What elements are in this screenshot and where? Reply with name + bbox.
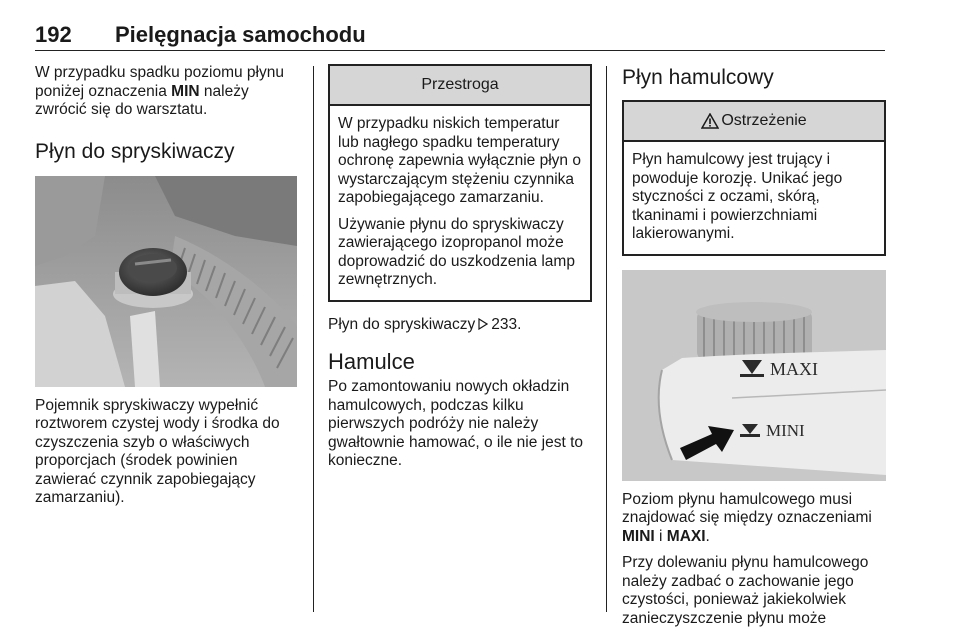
column-divider-1 — [313, 66, 314, 612]
column-divider-2 — [606, 66, 607, 612]
caution-paragraph-2: Używanie płynu do spryskiwaczy zawierającego izopropanol może doprowadzić do uszkodzenia lamp zewnętrznych. — [338, 215, 575, 288]
column-3 — [622, 64, 886, 636]
brakes-heading: Hamulce — [328, 349, 415, 374]
column-2 — [328, 64, 592, 479]
page-number: 192 — [35, 22, 72, 47]
caution-paragraph-1: W przypadku niskich temperatur lub nagłego spadku temperatury ochronę zapewnia wyłącznie płyn o wystarczającym stężeniu czynnika zapobiegającego zamarzaniu. — [338, 115, 581, 206]
brake-fluid-level-paragraph: Poziom płynu hamulcowego musi znajdować się między oznaczeniami MINI i MAXI. — [622, 490, 872, 545]
warning-title: Ostrzeżenie — [721, 112, 807, 129]
header-rule — [35, 50, 885, 51]
washer-fluid-body: Pojemnik spryskiwaczy wypełnić roztworem czystej wody i środka do czyszczenia szyb o właściwych proporcjach (środek powinien zawierać czynnik zapobiegający zamarzaniu). — [35, 396, 280, 506]
warning-body: Płyn hamulcowy jest trujący i powoduje korozję. Unikać jego styczności z oczami, skórą, tkaninami i powierzchniami lakierowanymi. — [632, 151, 843, 242]
caution-box — [328, 64, 592, 302]
page-reference-icon — [478, 318, 488, 330]
brake-fluid-heading: Płyn hamulcowy — [622, 66, 774, 89]
washer-reservoir-photo — [35, 176, 297, 387]
washer-fluid-heading: Płyn do spryskiwaczy — [35, 139, 235, 163]
column-1 — [35, 64, 297, 516]
maxi-mark-label: MAXI — [770, 358, 818, 379]
brakes-body: Po zamontowaniu nowych okładzin hamulcowych, podczas kilku pierwszych podróży nie należy gwałtownie hamować, o ile nie jest to konieczne. — [328, 378, 584, 469]
brake-fluid-topup-paragraph: Przy dolewaniu płynu hamulcowego należy zadbać o zachowanie jego czystości, ponieważ jakiekolwiek zanieczyszczenie płynu może — [622, 554, 869, 627]
mini-mark-label: MINI — [766, 420, 805, 440]
warning-header — [624, 102, 884, 142]
warning-triangle-icon — [701, 113, 719, 129]
caution-title: Przestroga — [330, 66, 590, 106]
chapter-title: Pielęgnacja samochodu — [115, 22, 366, 47]
cross-reference: Płyn do spryskiwaczy 233. — [328, 315, 522, 333]
intro-paragraph: W przypadku spadku poziomu płynu poniżej oznaczenia MIN należy zwrócić się do warsztatu. — [35, 64, 284, 118]
brake-fluid-reservoir-photo — [622, 270, 886, 481]
warning-box — [622, 100, 886, 256]
page-header — [35, 22, 885, 50]
